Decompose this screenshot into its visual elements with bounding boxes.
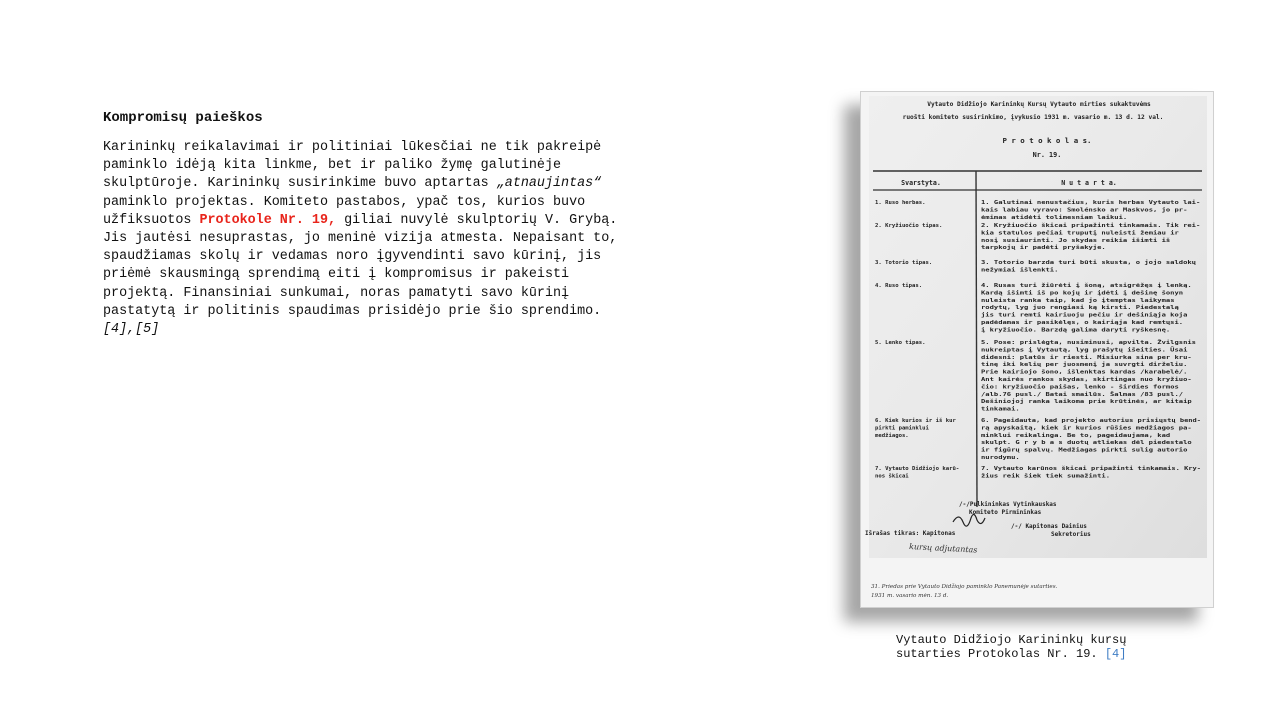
italic-term: „atnaujintas“ — [496, 176, 602, 192]
doc-signature-1-line-1: /-/Pulkininkas Vytinkauskas — [959, 501, 1057, 508]
doc-header-2: ruošti komiteto susirinkimo, įvykusio 1931 m. vasario m. 13 d. 12 val. — [902, 114, 1164, 121]
doc-row-2-decision-line: 2. Kryžiuočio škicai pripažinti tinkamais. Tik rei- — [981, 223, 1150, 229]
doc-row-1-decision-line: 1. Galutinai nenustačius, kuris herbas Vytauto lai- — [981, 200, 1150, 206]
doc-row-7-decision-line: 7. Vytauto karūnos škicai pripažinti tinkamais. Kry- — [981, 466, 1154, 472]
doc-row-5-decision-line: nukreiptas į Vytautą, lyg prašytų išeities. Ūsai — [981, 347, 1140, 354]
doc-row-1-topic-line: 1. Ruso herbas. — [875, 200, 926, 206]
doc-row-5-decision-line: tinę iki kelių per juosmenį ja suvrgti dirželiu. — [981, 362, 1140, 369]
figure-caption — [896, 633, 1196, 661]
body-part-1: Karininkų reikalavimai ir politiniai lūkesčiai ne tik pakreipė paminklo idėją kita linkme, bet ir paliko žymę galutinėje skulptūroje. Karininkų susirinkime buvo aptartas — [103, 140, 602, 192]
doc-protocol-number: Nr. 19. — [1032, 151, 1062, 159]
doc-row-5-decision-line: Ant kairės rankos skydas, skirtingas nuo kryžiuo- — [981, 377, 1144, 383]
doc-row-4-decision-line: padėdamas ir pasikėlęs, o kairiąja kad remtųsi. — [981, 320, 1137, 326]
references: [4],[5] — [103, 322, 160, 338]
doc-row-5-decision-line: didesni: platūs ir riesti. Misiurka sina per kru- — [981, 354, 1192, 361]
doc-row-3-decision-line: 3. Totorio barzda turi būti skusta, o jojo saldokų — [981, 260, 1147, 266]
doc-signature-2-line-1: /-/ Kapitonas Dainius — [1011, 523, 1087, 530]
protocol-document-image — [861, 92, 1213, 607]
doc-row-5-decision-line: čio: kryžiuočio paišas, lenko - širdies formos — [981, 384, 1134, 391]
doc-col-right-header: N u t a r t a. — [1061, 179, 1117, 187]
doc-row-2-decision-line: kia statulos pečiai truputį nuleisti žemiau ir — [981, 230, 1134, 237]
doc-row-4-decision-line: į kryžiuočio. Barzdą galima daryti ryškesnę. — [981, 327, 1127, 334]
photo-caption-line-1: 31. Priedas prie Vytauto Didžiojo paminklo Panemunėje sutarties. — [871, 584, 1058, 590]
doc-row-7-topic-line: nos škicai — [875, 473, 909, 480]
doc-row-5-decision-line: /alb.76 pusl./ Batai smailūs. Šalmas /83 pusl./ — [981, 391, 1137, 398]
figure-caption-text: Vytauto Didžiojo Karininkų kursų sutarties Protokolas Nr. 19. — [896, 633, 1127, 661]
doc-certify-line: Išrašas tikras: Kapitonas — [865, 530, 956, 537]
doc-row-5-decision-line: tinkamai. — [981, 406, 1020, 413]
text-section — [103, 108, 633, 339]
doc-row-6-topic-line: 6. Kiek kurios ir iš kur — [875, 418, 956, 424]
doc-row-4-decision-line: jis turi remti kairiuoju pečiu ir dešiniąja koja — [981, 312, 1140, 319]
protocol-photo — [860, 91, 1214, 608]
body-part-2: paminklo projektas. Komiteto pastabos, ypač tos, kurios buvo užfiksuotos — [103, 194, 586, 228]
doc-row-1-decision-line: kais labiau vyravo: Smolénsko ar Maskvos, jo pr- — [981, 207, 1140, 214]
doc-row-4-decision-line: nuleista ranka taip, kad jo įtemptas laikymas — [981, 297, 1131, 304]
doc-handwritten-note: kursų adjutantas — [908, 542, 978, 555]
doc-row-7-topic-line: 7. Vytauto Didžiojo karū- — [875, 466, 960, 472]
doc-row-4-topic-line: 4. Ruso tipas. — [875, 283, 923, 289]
doc-row-3-decision-line: nežymiai išlenkti. — [981, 267, 1041, 274]
doc-row-6-topic-line: pirkti paminklui — [875, 425, 929, 432]
doc-row-5-decision-line: 5. Pose: prislėgta, nusiminusi, apvilta. Žvilgsnis — [981, 340, 1147, 346]
doc-signature-2-line-2: Sekretorius — [1051, 531, 1091, 538]
doc-protocol-title: P r o t o k o l a s. — [1002, 136, 1092, 145]
section-heading: Kompromisų paieškos — [103, 110, 263, 126]
doc-row-7-decision-line: žius reik šiek tiek sumažinti. — [981, 473, 1081, 480]
figure-caption-reference[interactable]: [4] — [1104, 647, 1127, 661]
doc-row-1-decision-line: ėmimas atidėti tolimesniam laikui. — [981, 214, 1128, 221]
doc-header-1: Vytauto Didžiojo Karininkų Kursų Vytauto mirties sukaktuvėms — [927, 101, 1151, 108]
doc-row-6-decision-line: 6. Pageidauta, kad projekto autorius prisiųstų bend- — [981, 418, 1154, 424]
photo-caption-line-2: 1931 m. vasario mėn. 13 d. — [871, 593, 949, 599]
doc-row-3-topic-line: 3. Totorio tipas. — [875, 260, 933, 266]
doc-row-5-decision-line: Prie kairiojo šono, išlenktas kardas /karabelė/. — [981, 369, 1140, 376]
doc-row-5-topic-line: 5. Lenko tipas. — [875, 340, 926, 346]
doc-row-2-decision-line: nosį susiaurinti. Jo skydas reikia išimti iš — [981, 237, 1127, 244]
doc-row-4-decision-line: rodytų, lyg juo rengiasi ką kirsti. Piedestalą — [981, 305, 1134, 312]
body-part-3: giliai nuvylė skulptorių V. Grybą. Jis jautėsi nesuprastas, jo meninė vizija atmesta. Nepaisant to, spaudžiamas skolų ir vedamas noro įgyvendinti savo kūrinį, jis priėmė skausmingą sprendimą eiti į kompromisus ir pakeisti projektą. Finansiniai sunkumai, noras pamatyti savo kūrinį pastatytą ir politinis spaudimas prisidėjo prie šio sprendimo. — [103, 212, 618, 319]
doc-row-4-decision-line: 4. Rusas turi žiūrėti į šoną, atsigrėžęs į lenką. — [981, 283, 1144, 289]
protocol-highlight: Protokole Nr. 19, — [199, 212, 337, 228]
doc-row-6-decision-line: skulpt. G r y b a s duotų atliekas dėl piedestalo — [981, 440, 1193, 447]
doc-signature-1-line-2: Komiteto Pirmininkas — [969, 509, 1042, 516]
doc-row-2-decision-line: tarpkojų ir padėti pryšakyje. — [981, 245, 1078, 252]
doc-row-6-decision-line: minklui reikalinga. Be to, pageidaujama, kad — [981, 432, 1127, 439]
section-body — [103, 139, 633, 339]
doc-row-6-decision-line: rą apyskaitą, kiek ir kurios rūšies medžiagos pa- — [981, 425, 1144, 432]
doc-row-4-decision-line: Kardą išimti iš po kojų ir įdėti į dešinę šonyn — [981, 290, 1137, 297]
doc-row-6-decision-line: nurodymu. — [981, 455, 1020, 461]
doc-col-left-header: Svarstyta. — [901, 179, 941, 187]
doc-row-6-topic-line: medžiagos. — [875, 432, 909, 439]
doc-row-5-decision-line: Dešiniojoj ranka laikoma prie krūtinės, ar kitaip — [981, 399, 1144, 406]
doc-table-column-rule — [976, 171, 977, 507]
doc-row-2-topic-line: 2. Kryžiuočio tipas. — [875, 223, 943, 229]
doc-row-6-decision-line: ir figūrų spalvų. Medžiagas pirkti sulig autorio — [981, 447, 1140, 454]
